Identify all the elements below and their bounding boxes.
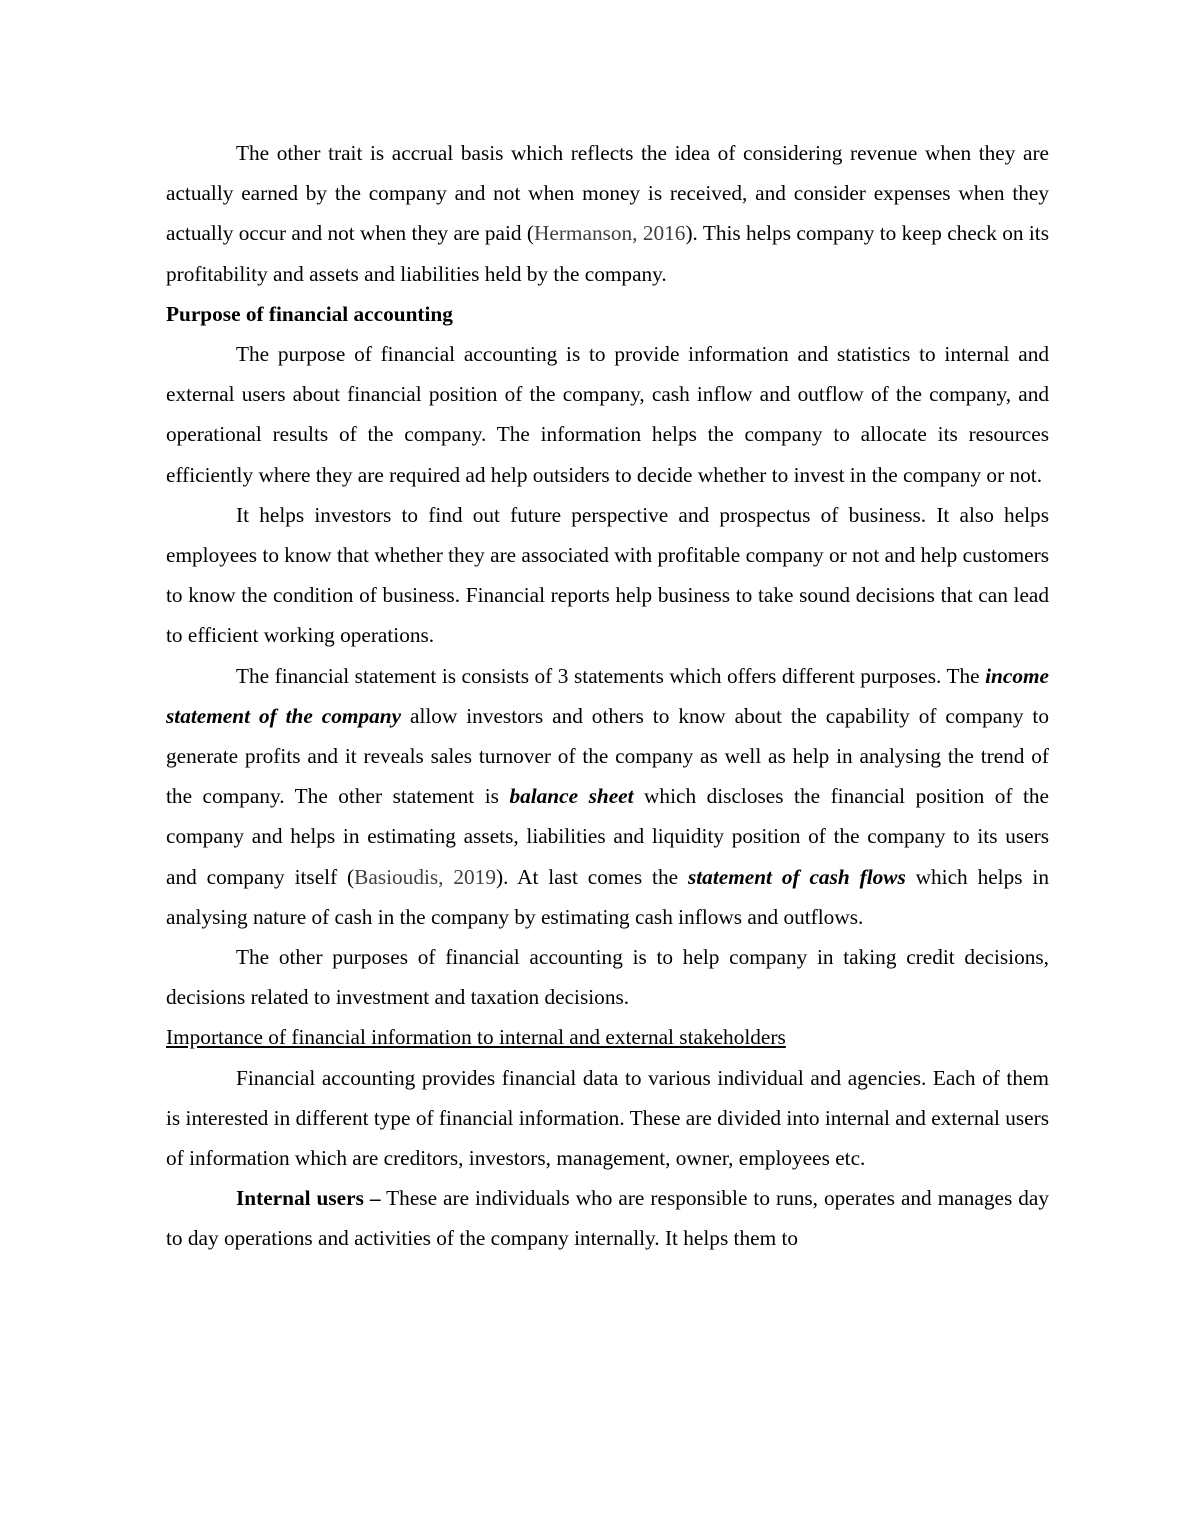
term-balance-sheet: balance sheet	[509, 784, 634, 809]
paragraph-text: allow investors and others to know about the capability of company to generate profits and it reveals sales turnover of the company as well as help in analysing the trend of the company. The other statement is	[166, 703, 1049, 809]
paragraph-text: which discloses the financial position of the company and helps in estimating assets, liabilities and liquidity position of the company to its users and company itself (	[166, 784, 1050, 889]
paragraph-financial-data: Financial accounting provides financial data to various individual and agencies. Each of them is interested in different type of financial information. These are divided into internal and external users of information which are creditors, investors, management, owner, employees etc.	[166, 1065, 1049, 1171]
paragraph-accrual-basis	[166, 133, 1049, 294]
term-statement-of-cash-flows: statement of cash flows	[687, 864, 906, 889]
term-internal-users: Internal users –	[236, 1186, 381, 1211]
heading-importance-of-financial-information: Importance of financial information to internal and external stakeholders	[166, 1025, 786, 1050]
paragraph-text: which helps in analysing nature of cash in the company by estimating cash inflows and outflows.	[166, 864, 1049, 929]
paragraph-purpose: The purpose of financial accounting is to provide information and statistics to internal and external users about financial position of the company, cash inflow and outflow of the company, and operational results of the company. The information helps the company to allocate its resources efficiently where they are required ad help outsiders to decide whether to invest in the company or not.	[166, 342, 1049, 487]
paragraph-text: ). This helps company to keep check on its profitability and assets and liabilities held by the company.	[166, 221, 1049, 286]
paragraph-investors: It helps investors to find out future perspective and prospectus of business. It also helps employees to know that whether they are associated with profitable company or not and help customers to know the condition of business. Financial reports help business to take sound decisions that can lead to efficient working operations.	[166, 502, 1049, 648]
paragraph-text: The financial statement is consists of 3 statements which offers different purposes. The	[236, 663, 986, 688]
document-page	[166, 133, 1049, 1259]
paragraph-text: These are individuals who are responsible to runs, operates and manages day to day operations and activities of the company internally. It helps them to	[166, 1186, 1049, 1251]
paragraph-other-purposes: The other purposes of financial accounting is to help company in taking credit decisions, decisions related to investment and taxation decisions.	[166, 945, 1049, 1010]
paragraph-internal-users	[166, 1178, 1049, 1258]
citation-hermanson: Hermanson, 2016	[534, 221, 686, 246]
citation-basioudis: Basioudis, 2019	[354, 864, 496, 889]
heading-purpose-of-financial-accounting: Purpose of financial accounting	[166, 301, 453, 326]
paragraph-text: ). At last comes the	[495, 864, 688, 889]
term-income-statement: income statement of the company	[166, 663, 1049, 728]
paragraph-financial-statements	[166, 656, 1049, 937]
paragraph-text: The other trait is accrual basis which reflects the idea of considering revenue when they are actually earned by the company and not when money is received, and consider expenses when they actually occur and not when they are paid (	[166, 141, 1049, 246]
